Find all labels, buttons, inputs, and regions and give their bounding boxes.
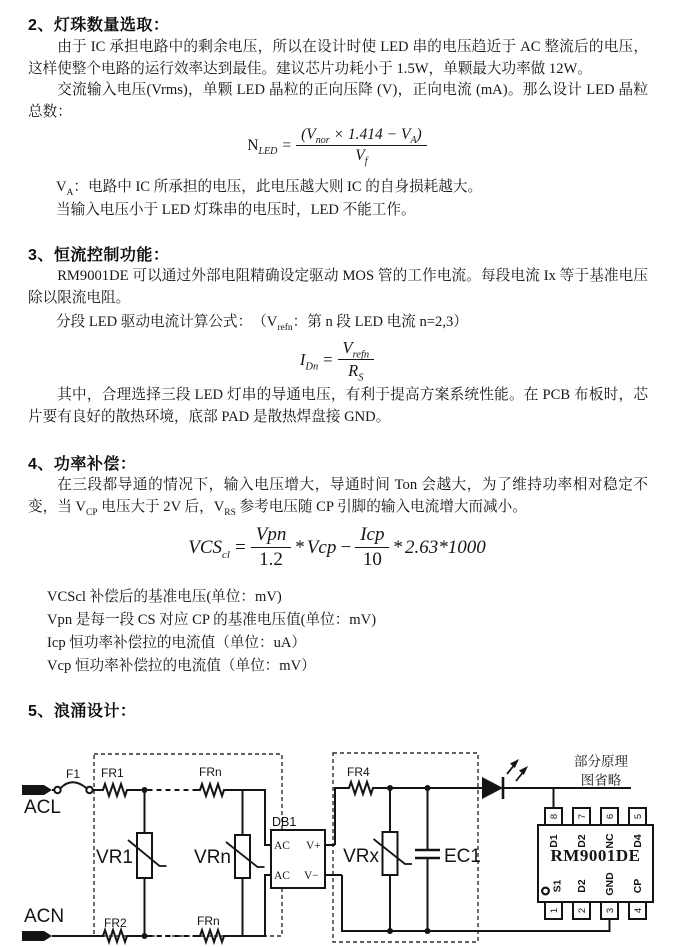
- resistor-fr4: [346, 782, 376, 794]
- db1-pin-ac-top: AC: [274, 840, 290, 852]
- surge-circuit-diagram: [0, 737, 674, 947]
- led-symbol: [482, 759, 528, 799]
- section2-heading: 2、灯珠数量选取：: [28, 17, 170, 34]
- pin-label: D1: [548, 834, 560, 848]
- section2-paragraph-1: 由于 IC 承担电路中的剩余电压，所以在设计时使 LED 串的电压趋近于 AC 整流后的电压，这样使整个电路的运行效率达到最佳。建议芯片功耗小于 1.5W，单颗最大功率做 12W。: [28, 39, 648, 77]
- formula-nled: $N_{LED}$ = $\frac{(V_{nor} \times 1.414 - V_A)}{V_f}$: [0, 126, 674, 165]
- section4-paragraph-1: 在三段都导通的情况下，输入电压增大，导通时间 Ton 会越大，为了维持功率相对稳定不变，当 $V_{CP}$ 电压大于 2V 后，$V_{RS}$ 参考电压随 CP 引脚的输入电流增大而减小。: [28, 477, 648, 518]
- definition-line: Vpn 是每一段 CS 对应 CP 的基准电压值(单位：mV): [47, 612, 377, 628]
- section2-note-va: $V_A$：电路中 IC 所承担的电压，此电压越大则 IC 的自身损耗越大。: [56, 179, 483, 198]
- db1-label: DB1: [272, 815, 297, 829]
- definition-line: Vcp 恒功率补偿拉的电流值（单位：mV）: [47, 658, 316, 674]
- vrn-label: VRn: [194, 847, 231, 868]
- definition-line: VCScl 补偿后的基准电压(单位：mV): [47, 589, 282, 605]
- db1-pin-vminus: V−: [304, 870, 319, 882]
- partial-schematic-note-line2: 图省略: [580, 773, 622, 788]
- fuse-f1: [52, 782, 100, 793]
- section3-paragraph-2: 其中，合理选择三段 LED 灯串的导通电压，有利于提高方案系统性能。在 PCB 布板时，芯片要有良好的散热环境，底部 PAD 是散热焊盘接 GND。: [28, 387, 648, 425]
- definition-line: Icp 恒功率补偿拉的电流值（单位：uA）: [47, 635, 307, 651]
- db1-pin-ac-bottom: AC: [274, 870, 290, 882]
- formula-vcscl: $VCS_{cl}$ = $\frac{\text{Vpn}}{1.2}$ * Vcp − $\frac{\text{Icp}}{10}$ * 2.63*1000: [188, 524, 486, 570]
- varistor-vrx: [374, 788, 413, 931]
- acl-terminal: [22, 785, 52, 795]
- pin-label: D2: [576, 879, 588, 893]
- junction-dot: [387, 928, 393, 934]
- section5-heading: 5、浪涌设计：: [28, 703, 137, 720]
- partial-schematic-note-line1: 部分原理: [574, 754, 628, 769]
- section2-paragraph-2: 交流输入电压(Vrms)，单颗 LED 晶粒的正向压降 (V)，正向电流 (mA)。那么设计 LED 晶粒总数：: [28, 82, 648, 120]
- formula-idn: $I_{Dn}$ = $\frac{V_{refn}}{R_S}$: [0, 338, 674, 381]
- vrx-label: VRx: [343, 846, 379, 867]
- resistor-frn-top: [197, 784, 227, 796]
- varistor-vrn: [226, 790, 265, 936]
- pin-label: CP: [632, 878, 644, 894]
- acn-terminal: [22, 931, 52, 941]
- section4-definitions: [47, 586, 376, 678]
- pin-number: 2: [577, 907, 588, 914]
- pin-number: 6: [605, 813, 616, 820]
- section3-paragraph-1: RM9001DE 可以通过外部电阻精确设定驱动 MOS 管的工作电流。每段电流 Ix 等于基准电压除以限流电阻。: [28, 268, 648, 306]
- pin-label: D4: [632, 834, 644, 848]
- pin-number: 3: [605, 907, 616, 914]
- capacitor-ec1: [415, 788, 440, 931]
- vr1-label: VR1: [96, 847, 133, 868]
- pin-number: 7: [577, 813, 588, 820]
- surge-stage1-dashed-box: [94, 754, 282, 936]
- junction-dot: [425, 928, 431, 934]
- pin-number: 1: [549, 907, 560, 914]
- fr4-label: FR4: [347, 765, 370, 779]
- frn-top-label: FRn: [199, 765, 222, 779]
- pin-label: D2: [576, 834, 588, 848]
- resistor-fr1: [100, 784, 130, 796]
- pin-label: NC: [604, 833, 616, 849]
- f1-label: F1: [66, 767, 81, 781]
- fr2-label: FR2: [104, 916, 127, 930]
- pin1-indicator-dot: [542, 888, 549, 895]
- pin-number: 8: [549, 813, 560, 820]
- pin-label: GND: [604, 872, 616, 896]
- pin-label: S1: [551, 879, 564, 893]
- section3-heading: 3、恒流控制功能：: [28, 247, 170, 264]
- section4-heading: 4、功率补偿：: [28, 456, 137, 473]
- db1-pin-vplus: V+: [306, 840, 321, 852]
- acn-label: ACN: [24, 906, 65, 927]
- varistor-vr1: [128, 790, 167, 936]
- section2-note-2: 当输入电压小于 LED 灯珠串的电压时，LED 不能工作。: [56, 202, 416, 218]
- chip-name: RM9001DE: [550, 846, 641, 865]
- ec1-label: EC1: [444, 846, 481, 867]
- pin-number: 5: [633, 813, 644, 820]
- section3-formula-intro: 分段 LED 驱动电流计算公式： （$V_{refn}$：第 n 段 LED 电流 n=2,3）: [56, 314, 468, 333]
- junction-dot: [142, 933, 148, 939]
- acl-label: ACL: [24, 797, 61, 818]
- pin-number: 4: [633, 907, 644, 914]
- frn-bottom-label: FRn: [197, 914, 220, 928]
- fr1-label: FR1: [101, 766, 124, 780]
